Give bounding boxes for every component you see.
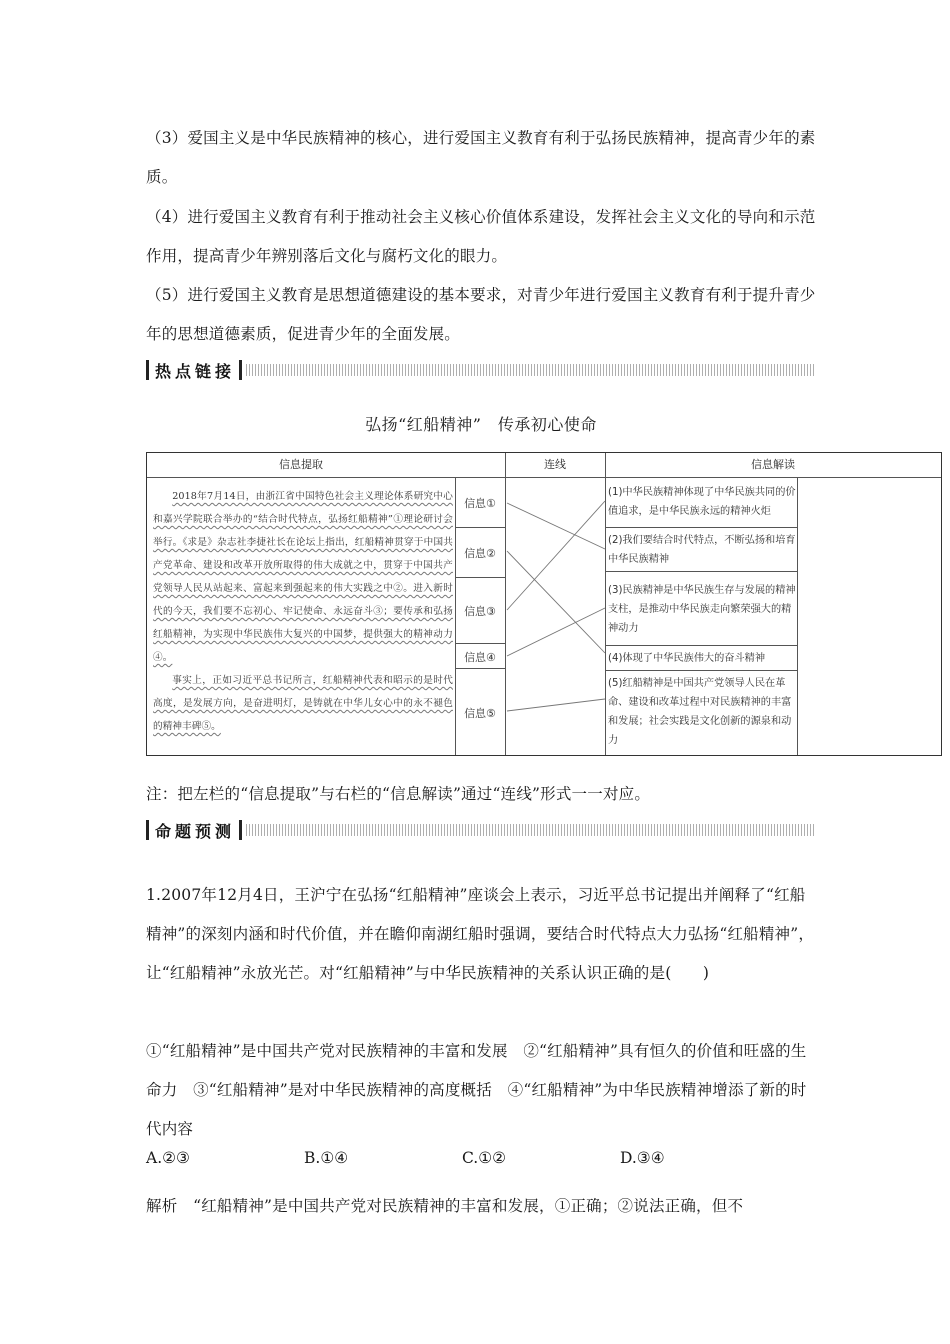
section-stripe bbox=[246, 364, 816, 376]
section-title: 热点链接 bbox=[155, 361, 236, 381]
matching-note: 注：把左栏的“信息提取”与右栏的“信息解读”通过“连线”形式一一对应。 bbox=[146, 785, 651, 803]
section-hotspot-link bbox=[146, 358, 816, 382]
option-d[interactable]: D.③④ bbox=[620, 1149, 665, 1167]
info-matching-table bbox=[146, 452, 942, 756]
connecting-lines bbox=[147, 453, 943, 757]
section-bar-right bbox=[239, 820, 242, 840]
interpretation-2: (2)我们要结合时代特点，不断弘扬和培育中华民族精神 bbox=[608, 535, 796, 565]
info-label-4: 信息④ bbox=[464, 651, 496, 664]
info-label-5: 信息⑤ bbox=[464, 707, 496, 720]
info-label-1: 信息① bbox=[464, 497, 496, 510]
info-label-2: 信息② bbox=[464, 547, 496, 560]
extract-paragraph-1-text: 2018年7月14日，由浙江省中国特色社会主义理论体系研究中心和嘉兴学院联合举办的“结合时代特点，弘扬红船精神”①理论研讨会举行。《求是》杂志社李捷社长在论坛上指出，红船精神贯穿于中国共产党革命、建设和改革开放所取得的伟大成就之中，贯穿于中国共产党领导人民从站起来、富起来到强起来的伟大实践之中②。进入新时代的今天，我们要不忘初心、牢记使命、永远奋斗③；要传承和弘扬红船精神，为实现中华民族伟大复兴的中国梦，提供强大的精神动力④。 bbox=[153, 491, 453, 663]
connect-line-1 bbox=[507, 503, 605, 549]
intro-paragraph-3: （3）爱国主义是中华民族精神的核心，进行爱国主义教育有利于弘扬民族精神，提高青少年的素质。 bbox=[146, 129, 816, 186]
question-stem: 1.2007年12月4日，王沪宁在弘扬“红船精神”座谈会上表示，习近平总书记提出并阐释了“红船精神”的深刻内涵和时代价值，并在瞻仰南湖红船时强调，要结合时代特点大力弘扬“红船精神”，让“红船精神”永放光芒。对“红船精神”与中华民族精神的关系认识正确的是( ) bbox=[146, 886, 815, 982]
connect-line-5 bbox=[507, 699, 605, 711]
header-interpret: 信息解读 bbox=[751, 458, 795, 471]
connect-line-3 bbox=[507, 501, 605, 610]
interpretation-3: (3)民族精神是中华民族生存与发展的精神支柱，是推动中华民族走向繁荣强大的精神动力 bbox=[608, 585, 796, 634]
header-connect: 连线 bbox=[544, 458, 566, 471]
answer-options bbox=[146, 1149, 816, 1167]
section-bar-right bbox=[239, 360, 242, 380]
section-stripe bbox=[246, 824, 816, 836]
section-prediction bbox=[146, 818, 816, 842]
extract-paragraph-2-text: 事实上，正如习近平总书记所言，红船精神代表和昭示的是时代高度，是发展方向，是奋进明灯，是铸就在中华儿女心中的永不褪色的精神丰碑⑤。 bbox=[153, 675, 453, 732]
intro-paragraph-5: （5）进行爱国主义教育是思想道德建设的基本要求，对青少年进行爱国主义教育有利于提升青少年的思想道德素质，促进青少年的全面发展。 bbox=[146, 286, 816, 343]
option-a[interactable]: A.②③ bbox=[146, 1149, 190, 1167]
interpretation-1: (1)中华民族精神体现了中华民族共同的价值追求，是中华民族永远的精神火炬 bbox=[608, 487, 796, 517]
info-label-3: 信息③ bbox=[464, 605, 496, 618]
answer-analysis: 解析 “红船精神”是中国共产党对民族精神的丰富和发展，①正确；②说法正确，但不 bbox=[146, 1197, 744, 1215]
connect-line-4 bbox=[507, 608, 605, 656]
interpretation-4: (4)体现了中华民族伟大的奋斗精神 bbox=[608, 653, 766, 664]
intro-paragraph-4: （4）进行爱国主义教育有利于推动社会主义核心价值体系建设，发挥社会主义文化的导向和示范作用，提高青少年辨别落后文化与腐朽文化的眼力。 bbox=[146, 208, 816, 265]
header-extract: 信息提取 bbox=[279, 458, 323, 471]
question-statements: ①“红船精神”是中国共产党对民族精神的丰富和发展 ②“红船精神”具有恒久的价值和旺盛的生命力 ③“红船精神”是对中华民族精神的高度概括 ④“红船精神”为中华民族精神增添了新的时代内容 bbox=[146, 1042, 807, 1138]
connect-line-2 bbox=[507, 551, 605, 653]
section-title: 命题预测 bbox=[155, 821, 236, 841]
table-title: 弘扬“红船精神” 传承初心使命 bbox=[365, 415, 597, 434]
interpretation-5: (5)红船精神是中国共产党领导人民在革命、建设和改革过程中对民族精神的丰富和发展；社会实践是文化创新的源泉和动力 bbox=[608, 678, 792, 746]
option-b[interactable]: B.①④ bbox=[304, 1149, 349, 1167]
option-c[interactable]: C.①② bbox=[462, 1149, 507, 1167]
